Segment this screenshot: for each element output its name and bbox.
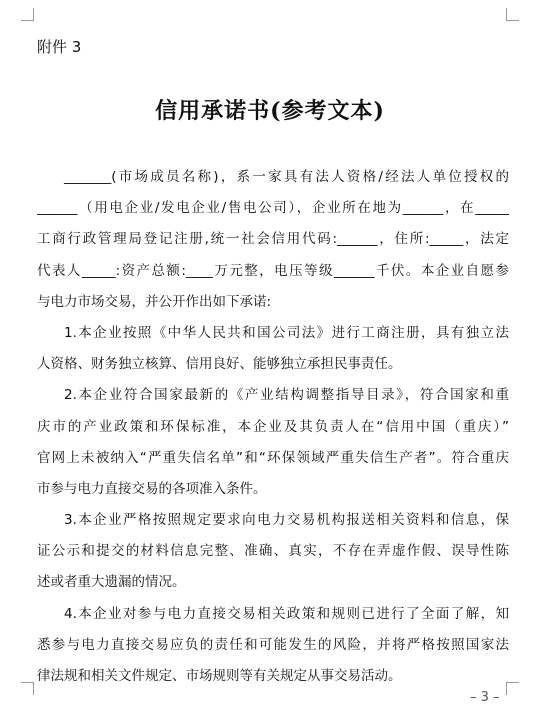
body-line: 工商行政管理局登记注册,统一社会信用代码:______，住所:_____，法定 [37,231,509,248]
attachment-label: 附件 3 [37,38,82,56]
body-line: 1.本企业按照《中华人民共和国公司法》进行工商注册，具有独立法 [64,324,509,341]
corner-mark-top-right [506,8,519,21]
body-line: 代表人_____:资产总额:____万元整，电压等级______千伏。本企业自愿参 [37,262,509,279]
body-line: 2.本企业符合国家最新的《产业结构调整指导目录》，符合国家和重 [64,387,509,404]
corner-mark-top-left [21,8,34,21]
body-line: ______（用电企业/发电企业/售电公司），企业所在地为______，在_____ [37,200,509,217]
body-line: _______(市场成员名称)，系一家具有法人资格/经法人单位授权的 [64,169,509,185]
document-body [37,162,509,692]
body-line: 庆市的产业政策和环保标准，本企业及其负责人在“信用中国（重庆）” [37,418,509,435]
body-line: 4.本企业对参与电力直接交易相关政策和规则已进行了全面了解，知 [64,605,509,622]
body-line: 市参与电力直接交易的各项准入条件。 [37,480,267,497]
document-title: 信用承诺书(参考文本) [155,98,385,124]
body-line: 悉参与电力直接交易应负的责任和可能发生的风险，并将严格按照国家法 [37,636,509,653]
body-line: 与电力市场交易，并公开作出如下承诺: [37,293,272,310]
body-line: 官网上未被纳入“严重失信名单”和“环保领域严重失信生产者”。符合重庆 [37,449,509,466]
body-line: 律法规和相关文件规定、市场规则等有关规定从事交易活动。 [37,668,402,684]
body-line: 人资格、财务独立核算、信用良好、能够独立承担民事责任。 [37,356,402,373]
body-line: 述或者重大遗漏的情况。 [37,574,186,591]
page-number: – 3 – [470,690,500,705]
body-line: 3.本企业严格按照规定要求向电力交易机构报送相关资料和信息，保 [64,512,509,529]
corner-mark-bottom-left [21,682,34,695]
body-line: 证公示和提交的材料信息完整、准确、真实，不存在弄虚作假、误导性陈 [37,543,509,560]
